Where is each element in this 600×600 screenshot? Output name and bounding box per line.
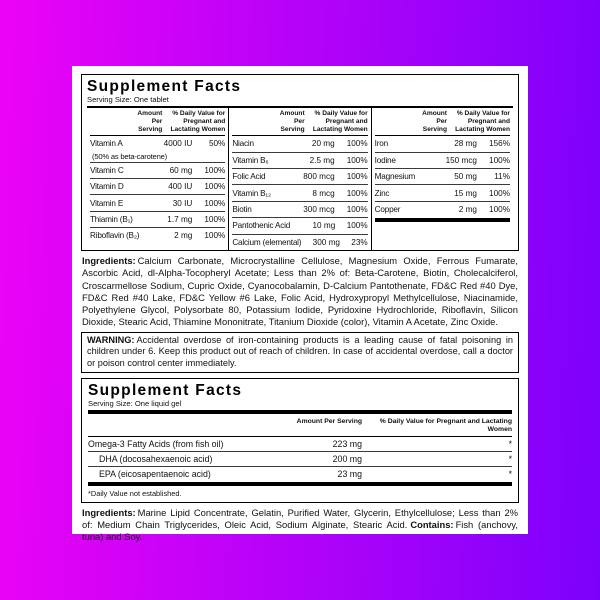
nutrient-amount: 2 mg [458,205,477,215]
nutrient-amount: 150 mcg [445,155,477,165]
nutrient-name: Vitamin C [90,165,124,175]
header-amount-per-serving: Amount Per Serving [422,110,447,133]
nutrient-dv: 156% [489,139,510,149]
nutrient-name: Copper [374,205,401,215]
nutrient-amount: 15 mg [454,188,477,198]
nutrient-row [232,234,367,250]
ingredients-paragraph-tablet [82,255,518,329]
nutrient-amount: 50 mg [454,172,477,182]
column-header [232,108,367,136]
nutrient-row [90,162,225,178]
nutrient-amount: 2 mg [174,231,193,241]
nutrient-note: (50% as beta-carotene) [92,151,167,161]
column-header [375,108,510,136]
nutrient-dv: * [508,453,512,464]
nutrient-row [375,168,510,184]
nutrient-name: Zinc [374,188,390,198]
nutrient-row [232,152,367,168]
header-amount-per-serving: Amount Per Serving [296,417,362,425]
nutrient-row [232,136,367,151]
nutrient-dv: * [508,468,512,479]
header-daily-value: % Daily Value for Pregnant and Lactating Women [455,110,510,133]
panel2-title: Supplement Facts [88,381,243,399]
nutrient-dv: 100% [346,172,368,182]
nutrient-row [88,451,512,466]
nutrient-amount: 8 mcg [312,188,335,198]
nutrient-dv: 100% [204,182,226,192]
nutrient-dv: 100% [204,165,226,175]
nutrient-dv: 100% [204,215,226,225]
nutrient-amount: 1.7 mg [167,215,193,225]
nutrient-amount: 23 mg [337,468,362,479]
supplement-label [72,66,528,543]
nutrient-amount: 10 mg [312,221,336,231]
nutrient-name: Magnesium [374,172,416,182]
nutrient-dv: 100% [204,231,226,241]
nutrient-row [232,168,367,184]
panel2-serving-size: Serving Size: One liquid gel [88,398,182,408]
nutrient-row [90,136,225,151]
nutrient-amount: 300 mcg [303,205,335,215]
nutrient-row [90,194,225,210]
header-daily-value: % Daily Value for Pregnant and Lactating Women [379,417,512,433]
panel1-serving-size: Serving Size: One tablet [87,95,169,104]
nutrient-dv: 100% [346,155,368,165]
nutrient-column-1 [87,108,228,250]
nutrient-name: Iodine [374,155,396,165]
nutrient-row [375,152,510,168]
header-daily-value: % Daily Value for Pregnant and Lactating Women [312,110,368,133]
nutrient-dv: 100% [489,188,510,198]
nutrient-amount: 400 IU [168,182,193,192]
nutrient-name: Calcium (elemental) [232,237,302,247]
nutrient-dv: 100% [346,221,368,231]
nutrient-row [375,136,510,151]
nutrient-name: Biotin [232,205,252,215]
column-header [90,108,225,136]
nutrient-row [232,201,367,217]
nutrient-row [90,178,225,194]
nutrient-dv: 23% [351,237,368,247]
header-amount-per-serving: Amount Per Serving [279,110,305,133]
warning-label: WARNING: [87,334,135,345]
nutrient-name: Iron [374,139,388,149]
nutrient-row [375,201,510,217]
nutrient-name: Vitamin D [90,182,124,192]
nutrient-column-2 [228,108,370,250]
nutrient-name: Omega-3 Fatty Acids (from fish oil) [88,438,224,449]
nutrient-name: Niacin [232,139,254,149]
nutrient-name: Riboflavin (B₂) [90,231,140,241]
nutrient-name: EPA (eicosapentaenoic acid) [99,468,211,479]
nutrient-columns [87,108,513,250]
nutrient-name: Vitamin E [90,198,124,208]
nutrient-amount: 28 mg [454,139,477,149]
daily-value-footnote: *Daily Value not established. [88,488,182,498]
nutrient-row [232,217,367,233]
ingredients-text: Calcium Carbonate, Microcrystalline Cellulose, Magnesium Oxide, Ferrous Fumarate, Ascorbic Acid, dl-Alpha-Tocopheryl Acetate; Less than 2% of: Beta-Carotene, Biotin, Cholecalciferol, Croscarmellose Sodium, Cupric Oxide, Cyanocobalamin, D-Calcium Pantothenate, FD&C Red #40 Dye, FD&C Red #40 Lake, FD&C Yellow #6 Lake, Folic Acid, Hydroxypropyl Methylcellulose, Niacinamide, Polyethylene Glycol, Polysorbate 80, Potassium Iodide, Pyridoxine Hydrochloride, Riboflavin, Silicon Dioxide, Stearic Acid, Thiamine Mononitrate, Titanium Dioxide (color), Vitamin A Acetate, Zinc Oxide. [82,255,518,328]
nutrient-row [375,184,510,200]
nutrient-row [88,466,512,481]
nutrient-row [90,227,225,243]
nutrient-dv: 100% [346,139,368,149]
nutrient-column-3 [371,108,513,250]
column-header [88,414,512,437]
nutrient-amount: 300 mg [312,237,340,247]
warning-box [81,332,519,373]
ingredients-paragraph-liquid-gel [82,507,518,544]
nutrient-row [88,437,512,451]
nutrient-amount: 200 mg [332,453,362,464]
nutrient-amount: 20 mg [311,139,335,149]
nutrient-amount: 2.5 mg [309,155,335,165]
header-spacer [88,418,262,434]
nutrient-dv: * [508,438,512,449]
supplement-facts-panel-liquid-gel [81,378,519,503]
nutrient-name: Vitamin A [90,139,123,149]
thick-divider [375,218,510,222]
ingredients-text: Marine Lipid Concentrate, Gelatin, Purified Water, Glycerin, Ethylcellulose; Less than 2% of: Medium Chain Triglycerides, Oleic Acid, Sodium Alginate, Stearic Acid. [82,506,518,530]
nutrient-name: Pantothenic Acid [232,221,291,231]
nutrient-name: DHA (docosahexaenoic acid) [99,453,213,464]
header-daily-value: % Daily Value for Pregnant and Lactating Women [170,110,226,133]
nutrient-name: Thiamin (B₁) [90,215,133,225]
nutrient-amount: 800 mcg [303,172,335,182]
panel1-title: Supplement Facts [87,78,242,95]
nutrient-name: Vitamin B₆ [232,155,269,165]
nutrient-amount: 223 mg [332,438,362,449]
contains-text: Fish (anchovy, tuna) and Soy. [82,518,518,543]
nutrient-dv: 100% [346,188,368,198]
nutrient-dv: 100% [204,198,226,208]
nutrient-amount: 4000 IU [163,139,193,149]
nutrient-dv: 11% [494,172,510,182]
nutrient-name: Vitamin B₁₂ [232,188,271,198]
nutrient-amount: 60 mg [169,165,193,175]
header-amount-per-serving: Amount Per Serving [137,110,163,133]
supplement-facts-panel-tablet [81,74,519,251]
nutrient-row [90,211,225,227]
nutrient-dv: 100% [489,205,510,215]
ingredients-label: Ingredients: [82,255,136,266]
nutrient-dv: 50% [208,139,226,149]
nutrient-name: Folic Acid [232,172,266,182]
nutrient-dv: 100% [346,205,368,215]
nutrient-dv: 100% [489,155,510,165]
nutrient-row [232,184,367,200]
ingredients-label: Ingredients: [82,506,136,518]
warning-text: Accidental overdose of iron-containing products is a leading cause of fatal poisoning in children under 6. Keep this product out of reach of children. In case of accidental overdose, call a doctor or poison control center immediately. [87,334,513,368]
nutrient-amount: 30 IU [172,198,193,208]
contains-label: Contains: [410,518,454,530]
